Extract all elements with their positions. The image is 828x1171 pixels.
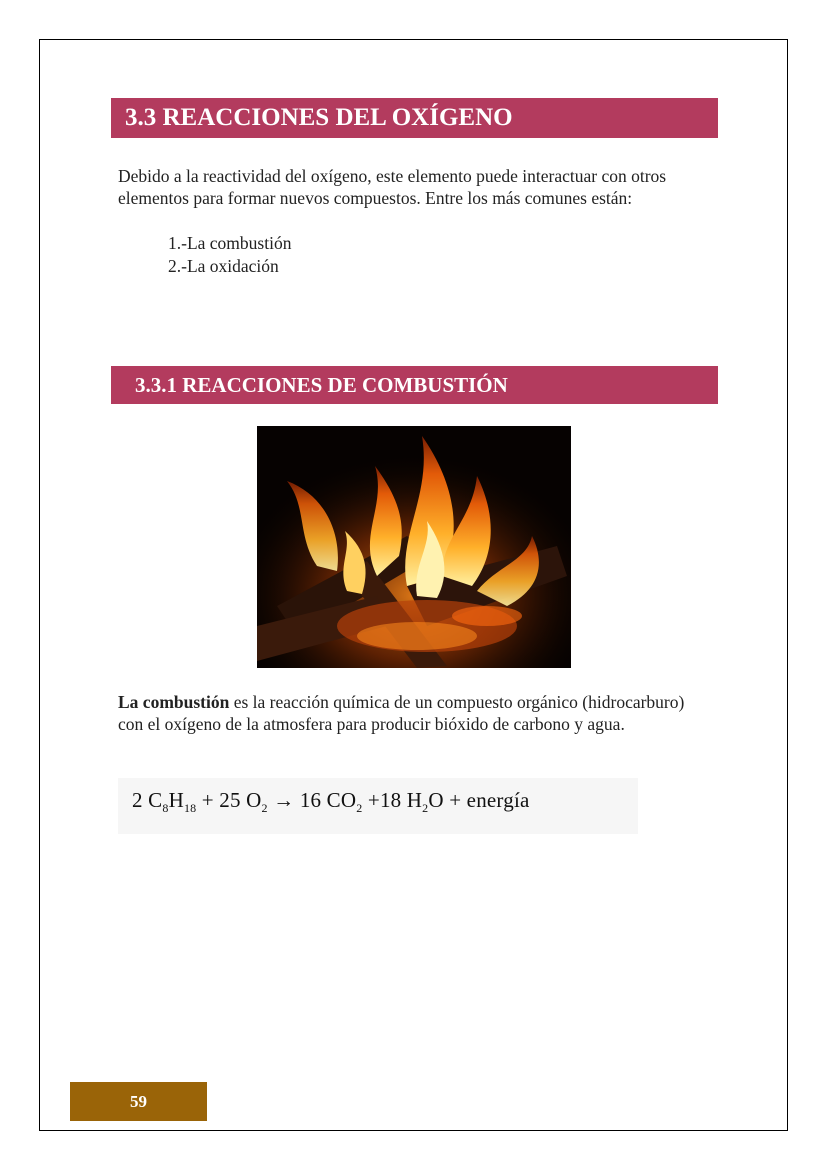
combustion-term: La combustión bbox=[118, 692, 230, 712]
section-heading-oxygen-reactions: 3.3 REACCIONES DEL OXÍGENO bbox=[111, 98, 718, 138]
equation-text bbox=[132, 788, 530, 816]
combustion-definition bbox=[118, 692, 708, 735]
eq-part: → 16 CO bbox=[267, 788, 357, 812]
intro-paragraph: Debido a la reactividad del oxígeno, este elemento puede interactuar con otros elementos para formar nuevos compuestos. Entre los más comunes están: bbox=[118, 166, 667, 208]
section-heading-combustion-reactions: 3.3.1 REACCIONES DE COMBUSTIÓN bbox=[111, 366, 718, 404]
combustion-equation bbox=[118, 778, 638, 834]
eq-part: H bbox=[168, 788, 184, 812]
eq-sub: 2 bbox=[261, 801, 268, 815]
eq-part: + 25 O bbox=[196, 788, 262, 812]
eq-part: O + energía bbox=[428, 788, 530, 812]
eq-part: +18 H bbox=[362, 788, 423, 812]
list-item-combustion: 1.-La combustión bbox=[168, 233, 292, 253]
eq-sub: 2 bbox=[356, 801, 363, 815]
list-item-oxidation: 2.-La oxidación bbox=[168, 256, 279, 276]
eq-sub: 2 bbox=[422, 801, 429, 815]
eq-part: 2 C bbox=[132, 788, 163, 812]
eq-sub: 18 bbox=[183, 801, 197, 815]
eq-sub: 8 bbox=[162, 801, 169, 815]
campfire-photo bbox=[257, 426, 571, 668]
page-number: 59 bbox=[70, 1082, 207, 1121]
combustion-definition-text: es la reacción química de un compuesto orgánico (hidrocarburo) con el oxígeno de la atmosfera para producir bióxido de carbono y agua. bbox=[118, 692, 685, 734]
